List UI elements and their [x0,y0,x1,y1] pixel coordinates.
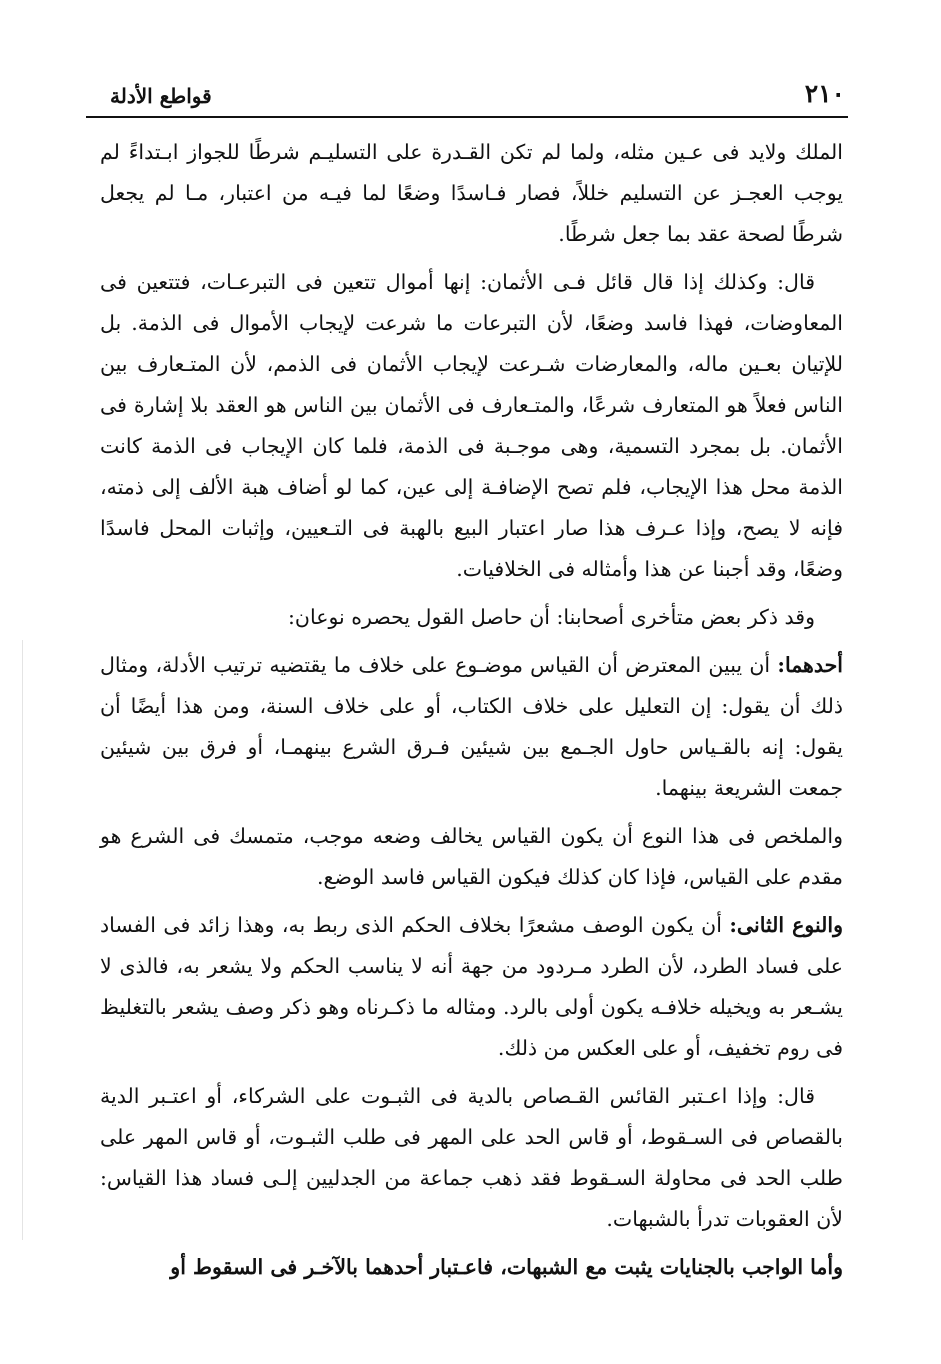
paragraph-text: أن يبين المعترض أن القياس موضـوع على خلاف ما يقتضيه ترتيب الأدلة، ومثال ذلك أن يقول: إن التعليل على خلاف الكتاب، أو على خلاف السنة، ومن هذا أيضًا أن يقول: إنه بالقـياس حاول الجـمع بين شيئين فـرق الشرع بينهمـا، أو فرق بين شيئين جمعت الشريعة بينهما. [100,653,843,800]
paragraph [100,1076,843,1240]
paragraph-text: الملك ولايد فى عـين مثله، ولما لم تكن القـدرة على التسليـم شرطًا للجواز ابـتداءً لم يوجب العجـز عن التسليم خللاً، فصار فـاسدًا وضعًا لما فيـه من اعتبار، مـا لم يجعل شرطًا لصحة عقد بما جعل شرطًا. [100,140,843,246]
paragraph-text: وأما الواجب بالجنايات يثبت مع الشبهات، فاعـتبار أحدهما بالآخـر فى السقوط أو [170,1255,843,1279]
paragraph-text: أن يكون الوصف مشعرًا بخلاف الحكم الذى ربط به، وهذا زائد فى الفساد على فساد الطرد، لأن الطرد مـردود من جهة أنه لا يناسب الحكم ولا يشعر به، فالذى لا يشـعر به ويخيله خلافـه يكون أولى بالرد. ومثاله ما ذكـرناه وهو ذكر وصف يشعر بالتغليظ فى روم تخفيف، أو على العكس من ذلك. [100,913,843,1060]
paragraph [100,816,843,898]
paragraph [100,262,843,590]
page-number: ٢١٠ [804,79,845,108]
paragraph [100,132,843,255]
paragraph-text: وقد ذكر بعض متأخرى أصحابنا: أن حاصل القول يحصره نوعان: [288,605,815,629]
running-header-title: قواطع الأدلة [110,84,212,108]
paragraph [100,645,843,809]
body-text [100,132,843,1295]
paragraph [100,1247,843,1288]
paragraph-lead: والنوع الثانى: [729,913,843,937]
paragraph [100,597,843,638]
page-header [110,72,845,108]
paragraph-lead: أحدهما: [777,653,843,677]
paragraph-text: قال: وإذا اعـتبر القائس القـصاص بالدية فى الثبـوت على الشركاء، أو اعتـبر الدية بالقصاص فى السـقوط، أو قاس الحد على المهر فى طلب الثبـوت، أو قاس المهر على طلب الحد فى محاولة السـقوط فقد ذهب جماعة من الجدليين إلـى فساد هذا القياس: لأن العقوبات تدرأ بالشبهات. [100,1084,843,1231]
header-rule [86,116,848,118]
paragraph-text: والملخص فى هذا النوع أن يكون القياس يخالف وضعه موجب، متمسك فى الشرع هو مقدم على القياس، فإذا كان كذلك فيكون القياس فاسد الوضع. [100,824,843,889]
paragraph [100,905,843,1069]
paragraph-text: قال: وكذلك إذا قال قائل فـى الأثمان: إنها أموال تتعين فى التبرعـات، فتتعين فى المعاوضات، فهذا فاسد وضعًا، لأن التبرعات ما شرعت لإيجاب الأموال فى الذمة. بل للإتيان بعـين ماله، والمعارضات شـرعت لإيجاب الأثمان فى الذمم، لأن المتـعارف بين الناس فعلاً هو المتعارف شرعًا، والمتـعارف فى الأثمان بين الناس هو العقد بلا إشارة فى الأثمان. بل بمجرد التسمية، وهى موجـبة فى الذمة، فلما كان الإيجاب فى الذمة كانت الذمة محل هذا الإيجاب، فلم تصح الإضافـة إلى عين، كما لو أضاف هبة الألف إلى ذمته، فإنه لا يصح، وإذا عـرف هذا صار اعتبار البيع بالهبة فى التـعيين، وإثبات المحل فاسدًا وضعًا، وقد أجبنا عن هذا وأمثاله فى الخلافيات. [100,270,843,581]
scan-edge-mark [22,640,23,1240]
